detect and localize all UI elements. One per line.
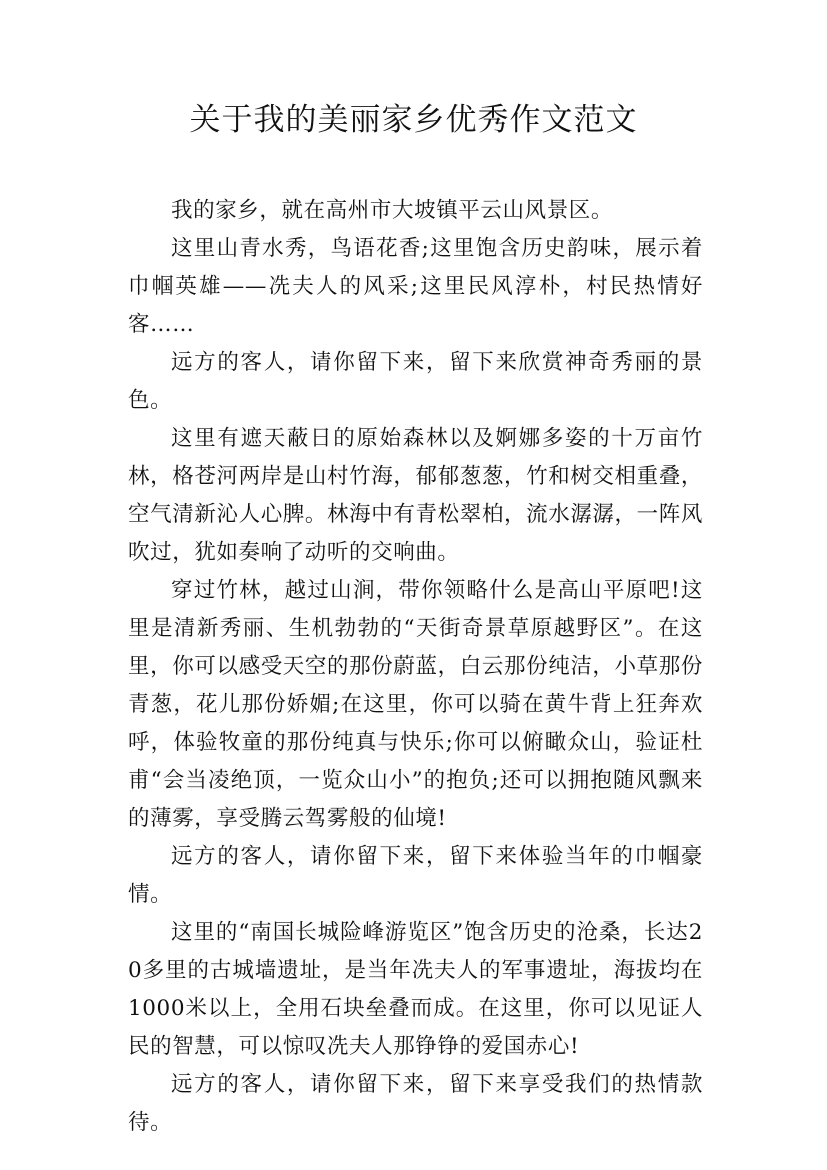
paragraph: 穿过竹林，越过山涧，带你领略什么是高山平原吧!这里是清新秀丽、生机勃勃的“天街奇景草原越野区”。在这里，你可以感受天空的那份蔚蓝，白云那份纯洁，小草那份青葱，花儿那份娇媚;在这里，你可以骑在黄牛背上狂奔欢呼，体验牧童的那份纯真与快乐;你可以俯瞰众山，验证杜甫“会当凌绝顶，一览众山小”的抱负;还可以拥抱随风飘来的薄雾，享受腾云驾雾般的仙境! xyxy=(128,578,703,831)
paragraph: 远方的客人，请你留下来，留下来欣赏神奇秀丽的景色。 xyxy=(128,350,703,413)
document-body xyxy=(128,192,703,1142)
paragraph: 远方的客人，请你留下来，留下来体验当年的巾帼豪情。 xyxy=(128,844,703,907)
paragraph: 远方的客人，请你留下来，留下来享受我们的热情款待。 xyxy=(128,1072,703,1135)
document-title: 关于我的美丽家乡优秀作文范文 xyxy=(189,102,638,138)
paragraph: 这里山青水秀，鸟语花香;这里饱含历史韵味，展示着巾帼英雄——冼夫人的风采;这里民风淳朴，村民热情好客…… xyxy=(128,236,703,337)
paragraph: 我的家乡，就在高州市大坡镇平云山风景区。 xyxy=(171,198,614,223)
paragraph: 这里的“南国长城险峰游览区”饱含历史的沧桑，长达20多里的古城墙遗址，是当年冼夫人的军事遗址，海拔均在1000米以上，全用石块垒叠而成。在这里，你可以见证人民的智慧，可以惊叹冼夫人那铮铮的爱国赤心! xyxy=(128,920,703,1059)
paragraph: 这里有遮天蔽日的原始森林以及婀娜多姿的十万亩竹林，格苍河两岸是山村竹海，郁郁葱葱，竹和树交相重叠，空气清新沁人心脾。林海中有青松翠柏，流水潺潺，一阵风吹过，犹如奏响了动听的交响曲。 xyxy=(128,426,703,565)
